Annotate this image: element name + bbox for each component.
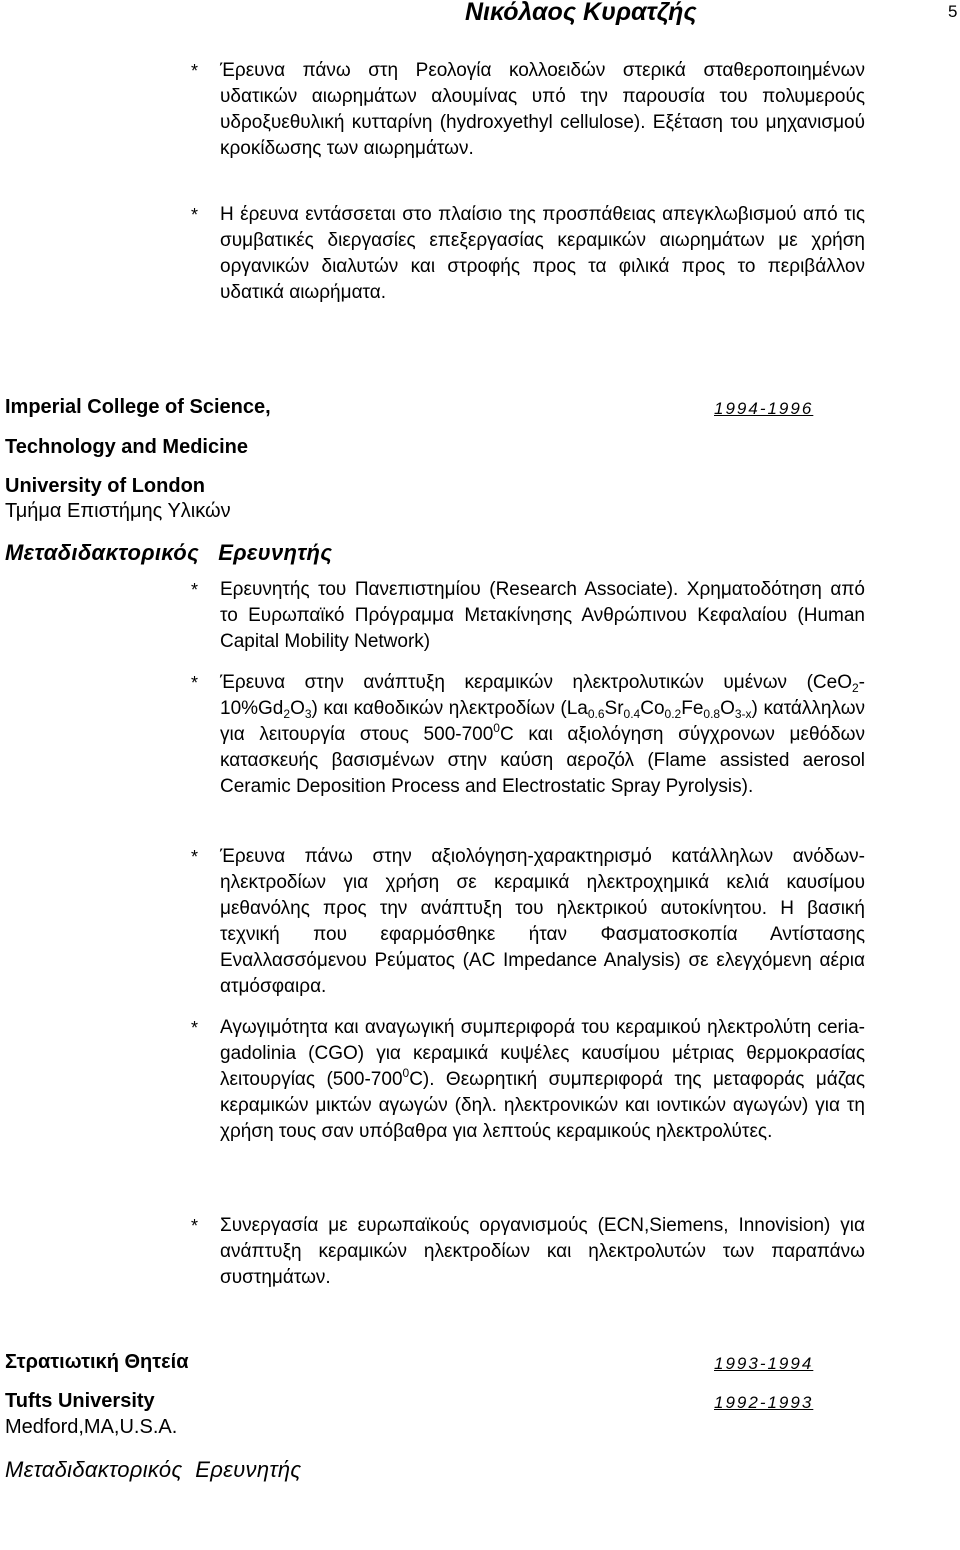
b4-after: C). Θεωρητική συμπεριφορά της μεταφοράς μάζας κεραμικών μικτών αγωγών (δηλ. ηλεκτρονικών και ιοντικών αγωγών) για τη χρήση τους σαν υπόβαθρα για λεπτούς κεραμικούς ηλεκτρολύτες. xyxy=(220,1069,865,1142)
imperial-line-1: Imperial College of Science, xyxy=(5,396,271,418)
bullet-star-icon: * xyxy=(191,1216,199,1236)
position-word-1: Μεταδιδακτορικός xyxy=(5,540,199,565)
military-dates: 1993-1994 xyxy=(714,1354,814,1373)
imperial-bullet-1: Ερευνητής του Πανεπιστημίου (Research Associate). Χρηματοδότηση από το Ευρωπαϊκό Πρόγραμμα Μετακίνησης Ανθρώπινου Κεφαλαίου (Human Capital Mobility Network) xyxy=(220,579,865,652)
position-word-2: Ερευνητής xyxy=(218,540,333,565)
b4-before: Αγωγιμότητα και αναγωγική συμπεριφορά του κεραμικού ηλεκτρολύτη ceria-gadolinia (CGO) για κεραμικά κυψέλες καυσίμου μέτριας θερμοκρασίας λειτουργίας (500-700 xyxy=(220,1017,865,1090)
b2-sub: 0.8 xyxy=(703,707,721,721)
b2-formula: -10%Gd xyxy=(220,672,865,719)
imperial-line-3: University of London xyxy=(5,475,205,497)
b2-formula: Fe xyxy=(681,698,704,719)
b2-intro: Έρευνα στην ανάπτυξη κεραμικών ηλεκτρολυτικών υμένων xyxy=(220,672,788,693)
b2-mid: και καθοδικών ηλεκτροδίων xyxy=(323,698,555,719)
position-word-2: Ερευνητής xyxy=(195,1457,302,1482)
imperial-bullet-2 xyxy=(220,670,865,800)
b4-degree: 0 xyxy=(402,1066,410,1080)
bullet-star-icon: * xyxy=(191,847,199,867)
bullet-star-icon: * xyxy=(191,205,199,225)
b2-formula: O xyxy=(290,698,305,719)
imperial-bullet-3: Έρευνα πάνω στην αξιολόγηση-χαρακτηρισμό κατάλληλων ανόδων-ηλεκτροδίων για χρήση σε κεραμικά ηλεκτροχημικά κελιά καυσίμου μεθανόλης προς την ανάπτυξη του ηλεκτρικού αυτοκίνητου. Η βασική τεχνική που εφαρμόσθηκε ήταν Φασματοσκοπία Αντίστασης Εναλλασσόμενου Ρεύματος (AC Impedance Analysis) σε ελεγχόμενη αέρια ατμόσφαιρα. xyxy=(220,846,865,997)
b2-formula: Sr xyxy=(604,698,624,719)
b2-sub: 2 xyxy=(283,707,291,721)
page-number: 5 xyxy=(948,2,958,21)
position-word-1: Μεταδιδακτορικός xyxy=(5,1457,183,1482)
imperial-bullet-5: Συνεργασία με ευρωπαϊκούς οργανισμούς (ECN,Siemens, Innovision) για ανάπτυξη κεραμικών ηλεκτροδίων και ηλεκτρολυτών των παραπάνω συστημάτων. xyxy=(220,1215,865,1288)
b2-degree: 0 xyxy=(493,721,500,735)
b2-formula: ) xyxy=(311,698,318,719)
b2-sub: 0.2 xyxy=(664,707,682,721)
b2-sub: 0.6 xyxy=(587,707,605,721)
b2-sub: 3-x xyxy=(734,707,752,721)
intro-bullet-2: Η έρευνα εντάσσεται στο πλαίσιο της προσπάθειας απεγκλωβισμού από τις συμβατικές διεργασίες επεξεργασίας κεραμικών αιωρημάτων με χρήση οργανικών διαλυτών και στροφής προς τα φιλικά προς το περιβάλλον υδατικά αιωρήματα. xyxy=(220,204,865,303)
bullet-star-icon: * xyxy=(191,580,199,600)
bullet-star-icon: * xyxy=(191,673,199,693)
intro-bullet-1: Έρευνα πάνω στη Ρεολογία κολλοειδών στερικά σταθεροποιημένων υδατικών αιωρημάτων αλουμίνας υπό την παρουσία του πολυμερούς υδροξυεθυλική κυτταρίνη (hydroxyethyl cellulose). Εξέταση του μηχανισμού κροκίδωσης των αιωρημάτων. xyxy=(220,60,865,159)
tufts-dates: 1992-1993 xyxy=(714,1393,814,1412)
tufts-position xyxy=(5,1457,301,1483)
header-author: Νικόλαος Κυρατζής xyxy=(465,0,697,26)
b2-formula: (La xyxy=(560,698,588,719)
b2-rest: C και αξιολόγηση σύγχρονων μεθόδων κατασκευής βασισμένων στην καύση αεροζόλ (Flame assisted aerosol Ceramic Deposition Process and Electrostatic Spray Pyrolysis). xyxy=(220,724,865,797)
b2-formula: Co xyxy=(640,698,665,719)
b2-formula: ) xyxy=(751,698,758,719)
military-label: Στρατιωτική Θητεία xyxy=(5,1351,189,1373)
imperial-bullet-4 xyxy=(220,1015,865,1145)
b2-sub: 3 xyxy=(304,707,312,721)
bullet-star-icon: * xyxy=(191,61,199,81)
imperial-line-2: Technology and Medicine xyxy=(5,436,248,458)
imperial-department: Τμήμα Επιστήμης Υλικών xyxy=(5,500,231,522)
imperial-dates: 1994-1996 xyxy=(714,399,814,418)
b2-formula: (CeO xyxy=(806,672,852,693)
tufts-name: Tufts University xyxy=(5,1390,155,1412)
b2-formula: O xyxy=(720,698,735,719)
b2-after: κατάλληλων για λειτουργία στους 500-700 xyxy=(220,698,866,745)
tufts-location: Medford,MA,U.S.A. xyxy=(5,1416,178,1438)
b2-sub: 2 xyxy=(851,681,859,695)
bullet-star-icon: * xyxy=(191,1018,199,1038)
b2-sub: 0.4 xyxy=(623,707,641,721)
imperial-position xyxy=(5,540,332,566)
